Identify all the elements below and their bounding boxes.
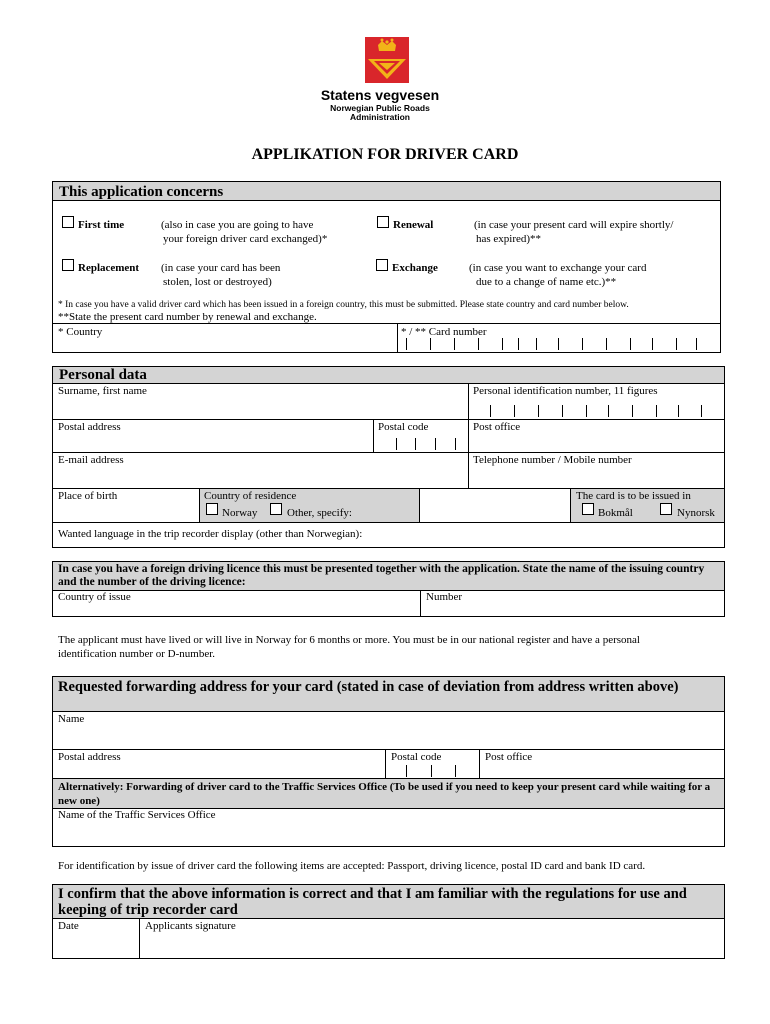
postal-address-label: Postal address xyxy=(58,421,121,433)
personal-heading: Personal data xyxy=(59,367,147,383)
exchange-note: (in case you want to exchange your card xyxy=(469,262,647,274)
exchange-checkbox[interactable] xyxy=(376,259,388,271)
birthplace-label: Place of birth xyxy=(58,490,118,502)
renewal-label: Renewal xyxy=(393,219,434,231)
nynorsk-checkbox[interactable] xyxy=(660,503,672,515)
residence-note-2: identification number or D-number. xyxy=(58,648,216,660)
first-time-label: First time xyxy=(78,219,125,231)
exchange-label: Exchange xyxy=(392,262,438,274)
pin-field[interactable] xyxy=(470,405,720,419)
country-label: * Country xyxy=(58,326,103,338)
other-country-checkbox[interactable] xyxy=(270,503,282,515)
nynorsk-label: Nynorsk xyxy=(677,507,715,519)
language-label: Wanted language in the trip recorder display (other than Norwegian): xyxy=(58,528,363,540)
forward-name-label: Name xyxy=(58,713,85,725)
surname-label: Surname, first name xyxy=(58,385,147,397)
signature-label: Applicants signature xyxy=(145,920,236,932)
email-label: E-mail address xyxy=(58,454,124,466)
crown-shield-logo-icon xyxy=(362,35,412,85)
renewal-note: (in case your present card will expire shortly/ xyxy=(474,219,674,231)
postal-code-label: Postal code xyxy=(378,421,429,433)
id-note: For identification by issue of driver card the following items are accepted: Passport, driving licence, postal ID card and bank ID card. xyxy=(58,860,646,872)
renewal-checkbox[interactable] xyxy=(377,216,389,228)
forward-postal-address-label: Postal address xyxy=(58,751,121,763)
norway-checkbox[interactable] xyxy=(206,503,218,515)
other-country-input[interactable] xyxy=(420,489,570,522)
forward-post-office-label: Post office xyxy=(485,751,533,763)
alt-forwarding-heading: Alternatively: Forwarding of driver card to the Traffic Services Office (To be used if you need to keep your present card while waiting for a new one) xyxy=(58,781,711,807)
page-title: APPLIKATION FOR DRIVER CARD xyxy=(251,146,519,163)
norway-label: Norway xyxy=(222,507,258,519)
first-time-note: (also in case you are going to have xyxy=(161,219,314,231)
pin-label: Personal identification number, 11 figures xyxy=(473,385,658,397)
card-number-label: * / ** Card number xyxy=(401,326,487,338)
replacement-label: Replacement xyxy=(78,262,140,274)
brand-sub1: Norwegian Public Roads xyxy=(330,103,430,113)
bokmal-checkbox[interactable] xyxy=(582,503,594,515)
other-country-label: Other, specify: xyxy=(287,507,352,519)
exchange-note-2: due to a change of name etc.)** xyxy=(476,276,617,288)
forward-postal-code-label: Postal code xyxy=(391,751,442,763)
first-time-checkbox[interactable] xyxy=(62,216,74,228)
country-of-issue-label: Country of issue xyxy=(58,591,131,603)
brand-name: Statens vegvesen xyxy=(320,87,440,103)
date-label: Date xyxy=(58,920,79,932)
post-office-label: Post office xyxy=(473,421,521,433)
card-number-field[interactable] xyxy=(400,338,720,352)
concerns-heading: This application concerns xyxy=(59,184,224,200)
replacement-checkbox[interactable] xyxy=(62,259,74,271)
first-time-note-2: your foreign driver card exchanged)* xyxy=(163,233,328,245)
foreign-heading: In case you have a foreign driving licence this must be presented together with the application. State the name of the issuing country and the number of the driving licence: xyxy=(58,563,705,588)
residence-note-1: The applicant must have lived or will live in Norway for 6 months or more. You must be in our national register and have a personal xyxy=(58,634,640,646)
postal-code-field[interactable] xyxy=(375,438,468,452)
forward-postal-code-field[interactable] xyxy=(387,765,479,778)
office-name-label: Name of the Traffic Services Office xyxy=(58,809,216,821)
licence-number-label: Number xyxy=(426,591,463,603)
logo xyxy=(362,35,412,85)
residence-label: Country of residence xyxy=(204,490,297,502)
bokmal-label: Bokmål xyxy=(598,507,633,519)
forwarding-heading: Requested forwarding address for your card (stated in case of deviation from address written above) xyxy=(58,679,679,695)
phone-label: Telephone number / Mobile number xyxy=(473,454,632,466)
confirm-heading: I confirm that the above information is correct and that I am familiar with the regulations for use and keeping of trip recorder card xyxy=(58,886,687,918)
brand-sub2: Administration xyxy=(350,112,410,122)
renewal-note-2: has expired)** xyxy=(476,233,542,245)
replacement-note-2: stolen, lost or destroyed) xyxy=(163,276,272,288)
footnote-foreign: * In case you have a valid driver card which has been issued in a foreign country, this must be submitted. Please state country and card number below. xyxy=(58,300,629,310)
footnote-renewal: **State the present card number by renewal and exchange. xyxy=(58,311,317,323)
issued-in-label: The card is to be issued in xyxy=(576,490,691,502)
replacement-note: (in case your card has been xyxy=(161,262,281,274)
